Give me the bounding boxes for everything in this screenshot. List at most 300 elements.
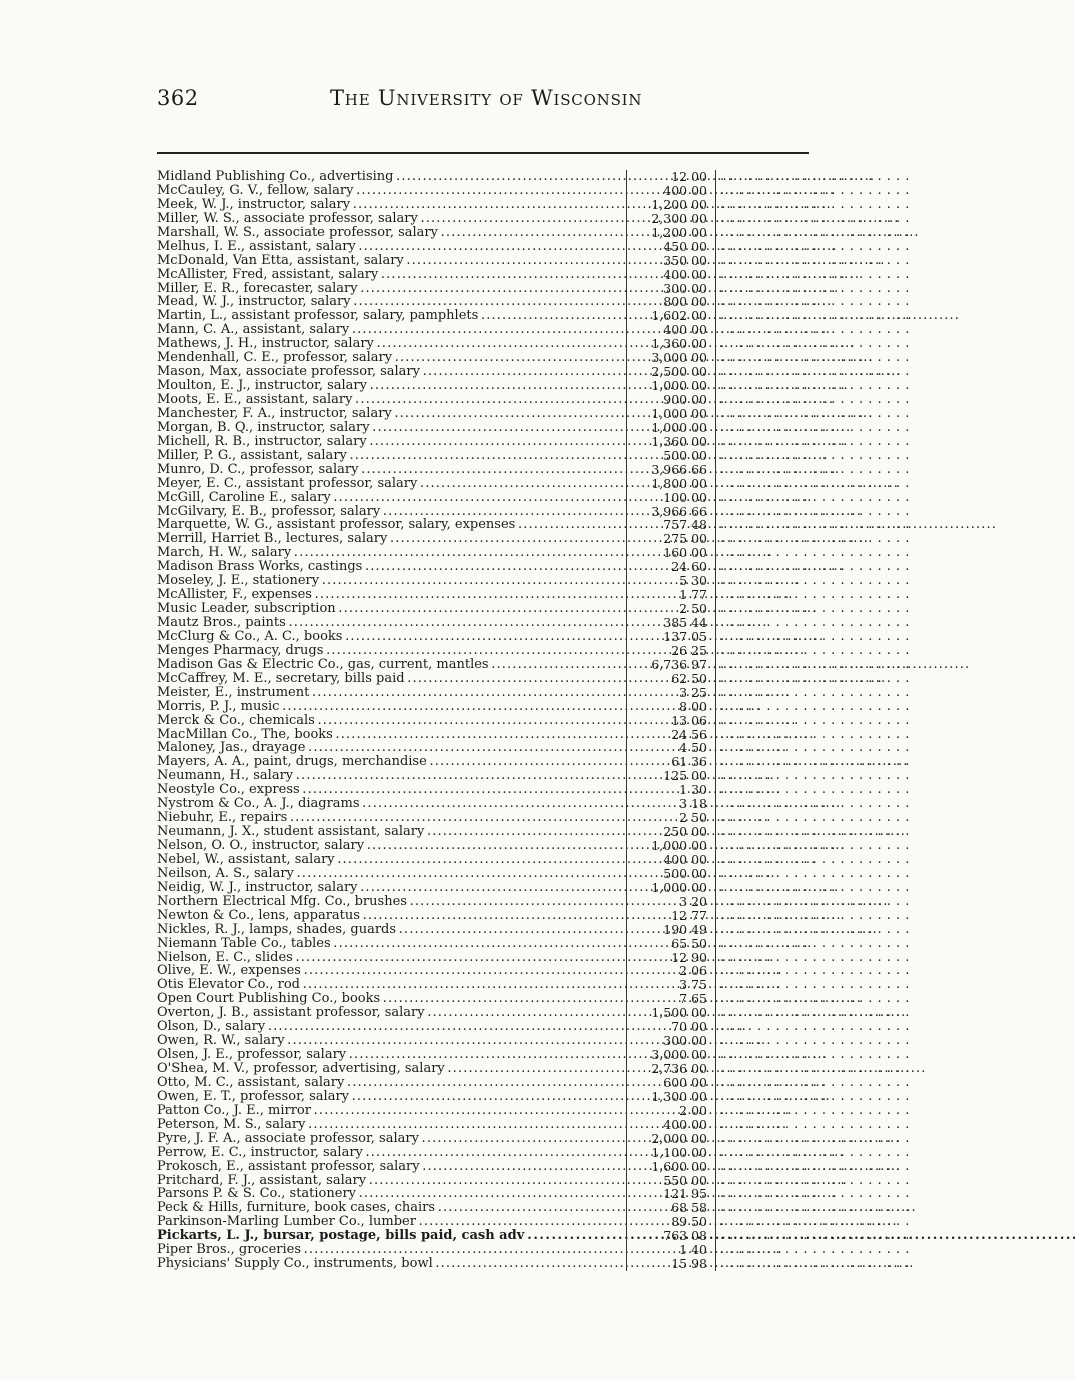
column-rule [715, 477, 716, 491]
ledger-row [157, 670, 910, 686]
column-rule [626, 323, 627, 337]
column-rule [715, 964, 716, 978]
column-rule [626, 1076, 627, 1090]
ledger-row [157, 1172, 910, 1188]
ledger-row [157, 280, 910, 296]
column-rule [626, 449, 627, 463]
entry-description: Nickles, R. J., lamps, shades, guards . . . [157, 923, 625, 937]
column-rule [715, 895, 716, 909]
column-rule [715, 588, 716, 602]
dot-leader: . . . . . . . . . . . . . . . . . . . . . [720, 587, 910, 603]
column-rule [626, 1174, 627, 1188]
column-rule [626, 602, 627, 616]
ledger-row [157, 907, 910, 923]
column-rule [715, 505, 716, 519]
ledger-row [157, 1116, 910, 1132]
column-rule [715, 546, 716, 560]
entry-description: McGill, Caroline E., salary . . . [157, 491, 625, 505]
entry-description: Morris, P. J., music . . . [157, 700, 625, 714]
ledger-row [157, 559, 910, 575]
ledger-row [157, 698, 910, 714]
dot-leader: . . . . . . . . . . . . . . . . . . . . . [720, 949, 910, 965]
column-rule [626, 1104, 627, 1118]
entry-description: Nystrom & Co., A. J., diagrams . . . [157, 797, 625, 811]
entry-description: Parkinson-Marling Lumber Co., lumber . . . [157, 1215, 625, 1229]
ledger-row [157, 712, 910, 728]
dot-leader: . . . . . . . . . . . . . . . . . . . . . [720, 517, 910, 533]
column-rule [626, 295, 627, 309]
column-rule [626, 309, 627, 323]
entry-amount: 1,000 00 [651, 419, 707, 435]
column-rule [715, 602, 716, 616]
dot-leader: . . . . . . . . . . . . . . . . . . . . . [720, 642, 910, 658]
dot-leader: . . . . . . . . . . . . . . . . . . . . . [720, 169, 910, 184]
dot-leader: . . . . . . . . . . . . . . . . . . . . . [720, 851, 910, 867]
column-rule [715, 1160, 716, 1174]
dot-leader: . . . . . . . . . . . . . . . . . . . . . [720, 503, 910, 519]
column-rule [715, 1006, 716, 1020]
ledger-row [157, 238, 910, 254]
entry-description: Miller, W. S., associate professor, salary . . . [157, 212, 625, 226]
entry-amount: 1,000 00 [651, 838, 707, 853]
ledger-row [157, 308, 910, 324]
entry-amount: 1,000 00 [651, 879, 707, 895]
column-rule [715, 797, 716, 811]
dot-leader: . . . . . . . . . . . . . . . . . . . . . [720, 294, 910, 310]
entry-description: Owen, E. T., professor, salary . . . [157, 1090, 625, 1104]
entry-description: Olson, D., salary . . . [157, 1020, 625, 1034]
column-rule [626, 518, 627, 532]
column-rule [715, 1215, 716, 1229]
ledger-row [157, 489, 910, 505]
column-rule [715, 407, 716, 421]
ledger-row [157, 169, 910, 184]
ledger-row [157, 545, 910, 561]
column-rule [626, 700, 627, 714]
column-rule [626, 379, 627, 393]
entry-amount: 2,736 00 [651, 1061, 707, 1076]
column-rule [715, 1187, 716, 1201]
dot-leader: . . . . . . . . . . . . . . . . . . . . . [720, 991, 910, 1007]
entry-amount: 2 00 [679, 1102, 707, 1118]
column-rule [715, 616, 716, 630]
column-rule [715, 365, 716, 379]
column-rule [626, 1243, 627, 1257]
ledger-row [157, 573, 910, 589]
column-rule [626, 532, 627, 546]
entry-description: Peck & Hills, furniture, book cases, chairs . . . [157, 1201, 625, 1215]
entry-description: McClurg & Co., A. C., books . . . [157, 630, 625, 644]
ledger-row [157, 294, 910, 310]
entry-description: Pickarts, L. J., bursar, postage, bills paid, cash adv . . . [157, 1229, 625, 1243]
dot-leader: . . . . . . . . . . . . . . . . . . . . . [720, 740, 910, 756]
column-rule [626, 421, 627, 435]
entry-amount: 3 25 [679, 684, 707, 700]
ledger-row [157, 1186, 910, 1202]
column-rule [715, 741, 716, 755]
entry-description: Miller, E. R., forecaster, salary . . . [157, 282, 625, 296]
column-rule [626, 1257, 627, 1271]
entry-description: Merck & Co., chemicals . . . [157, 714, 625, 728]
ledger-row [157, 1130, 910, 1146]
entry-description: March, H. W., salary . . . [157, 546, 625, 560]
entry-amount: 385 44 [663, 615, 707, 630]
column-rule [715, 881, 716, 895]
dot-leader: . . . . . . . . . . . . . . . . . . . . . [720, 615, 910, 630]
entry-amount: 500 00 [663, 865, 707, 881]
entry-description: Miller, P. G., assistant, salary . . . [157, 449, 625, 463]
ledger-row [157, 1228, 910, 1244]
column-rule [626, 964, 627, 978]
dot-leader: . . . . . . . . . . . . . . . . . . . . . [720, 1200, 910, 1216]
entry-description: Moots, E. E., assistant, salary . . . [157, 393, 625, 407]
column-rule [626, 184, 627, 198]
column-rule [626, 588, 627, 602]
column-rule [626, 1160, 627, 1174]
entry-amount: 757 48 [663, 517, 707, 533]
dot-leader: . . . . . . . . . . . . . . . . . . . . . [720, 1047, 910, 1063]
dot-leader: . . . . . . . . . . . . . . . . . . . . . [720, 461, 910, 477]
dot-leader: . . . . . . . . . . . . . . . . . . . . . [720, 475, 910, 491]
dot-leader: . . . . . . . . . . . . . . . . . . . . . [720, 865, 910, 881]
column-rule [715, 630, 716, 644]
column-rule [715, 268, 716, 282]
entry-amount: 250 00 [663, 824, 707, 840]
dot-leader: . . . . . . . . . . . . . . . . . . . . . [720, 1228, 910, 1244]
column-rule [715, 923, 716, 937]
entry-amount: 3 18 [679, 796, 707, 812]
entry-description: Northern Electrical Mfg. Co., brushes . . . [157, 895, 625, 909]
entry-amount: 550 00 [663, 1172, 707, 1188]
column-rule [626, 393, 627, 407]
dot-leader: . . . . . . . . . . . . . . . . . . . . . [720, 935, 910, 951]
entry-amount: 1,100 00 [651, 1144, 707, 1160]
column-rule [626, 491, 627, 505]
ledger-row [157, 796, 910, 812]
dot-leader: . . . . . . . . . . . . . . . . . . . . . [720, 838, 910, 853]
dot-leader: . . . . . . . . . . . . . . . . . . . . . [720, 684, 910, 700]
dot-leader: . . . . . . . . . . . . . . . . . . . . . [720, 1088, 910, 1104]
entry-amount: 12 90 [671, 949, 707, 965]
entry-description: Madison Gas & Electric Co., gas, current, mantles . . . [157, 658, 625, 672]
ledger-row [157, 1214, 910, 1230]
entry-description: Mathews, J. H., instructor, salary . . . [157, 337, 625, 351]
entry-amount: 1,200 00 [651, 196, 707, 212]
column-rule [715, 435, 716, 449]
ledger-row [157, 656, 910, 672]
entry-amount: 2 06 [679, 963, 707, 979]
column-rule [626, 672, 627, 686]
entry-description: Neostyle Co., express . . . [157, 783, 625, 797]
dot-leader: . . . . . . . . . . . . . . . . . . . . . [720, 266, 910, 282]
column-rule [626, 741, 627, 755]
dot-leader: . . . . . . . . . . . . . . . . . . . . . [720, 350, 910, 366]
dot-leader: . . . . . . . . . . . . . . . . . . . . . [720, 628, 910, 644]
entry-amount: 1,300 00 [651, 1088, 707, 1104]
entry-amount: 3 20 [679, 893, 707, 909]
entry-description: Neilson, A. S., salary . . . [157, 867, 625, 881]
column-rule [626, 226, 627, 240]
entry-description: Mautz Bros., paints . . . [157, 616, 625, 630]
entry-description: Marshall, W. S., associate professor, salary . . . [157, 226, 625, 240]
column-rule [626, 658, 627, 672]
entry-description: McCauley, G. V., fellow, salary . . . [157, 184, 625, 198]
column-rule [715, 951, 716, 965]
column-rule [626, 198, 627, 212]
ledger-row [157, 378, 910, 394]
column-rule [626, 630, 627, 644]
column-rule [626, 728, 627, 742]
column-rule [626, 1062, 627, 1076]
entry-amount: 61 36 [671, 754, 707, 770]
dot-leader: . . . . . . . . . . . . . . . . . . . . . [720, 754, 910, 770]
entry-description: Perrow, E. C., instructor, salary . . . [157, 1146, 625, 1160]
entry-description: Pyre, J. F. A., associate professor, salary . . . [157, 1132, 625, 1146]
entry-description: Mead, W. J., instructor, salary . . . [157, 295, 625, 309]
ledger-row [157, 1005, 910, 1021]
column-rule [715, 867, 716, 881]
ledger-row [157, 210, 910, 226]
entry-description: Meyer, E. C., assistant professor, salary . . . [157, 477, 625, 491]
entry-amount: 2 50 [679, 810, 707, 826]
ledger-row [157, 461, 910, 477]
ledger-row [157, 433, 910, 449]
entry-amount: 763 08 [663, 1228, 707, 1244]
entry-description: Marquette, W. G., assistant professor, salary, expenses . . . [157, 518, 625, 532]
ledger-row [157, 405, 910, 421]
entry-amount: 500 00 [663, 447, 707, 463]
dot-leader: . . . . . . . . . . . . . . . . . . . . . [720, 545, 910, 561]
column-rule [715, 518, 716, 532]
entry-description: Pritchard, F. J., assistant, salary . . . [157, 1174, 625, 1188]
ledger-row [157, 615, 910, 630]
column-rule [715, 1090, 716, 1104]
entry-amount: 1,360 00 [651, 336, 707, 352]
entry-description: Nebel, W., assistant, salary . . . [157, 853, 625, 867]
dot-leader: . . . . . . . . . . . . . . . . . . . . . [720, 1116, 910, 1132]
entry-amount: 1,500 00 [651, 1005, 707, 1021]
entry-amount: 12 00 [671, 169, 707, 184]
dot-leader: . . . . . . . . . . . . . . . . . . . . . [720, 782, 910, 798]
ledger-row [157, 601, 910, 617]
column-rule [626, 909, 627, 923]
entry-description: Physicians' Supply Co., instruments, bowl . . . [157, 1257, 625, 1271]
column-rule [715, 309, 716, 323]
column-rule [715, 783, 716, 797]
entry-amount: 450 00 [663, 238, 707, 254]
entry-amount: 1,360 00 [651, 433, 707, 449]
dot-leader: . . . . . . . . . . . . . . . . . . . . . [720, 489, 910, 505]
entry-amount: 190 49 [663, 921, 707, 937]
ledger-row [157, 628, 910, 644]
dot-leader: . . . . . . . . . . . . . . . . . . . . . [720, 531, 910, 547]
entry-amount: 400 00 [663, 851, 707, 867]
entry-amount: 89 50 [671, 1214, 707, 1230]
dot-leader: . . . . . . . . . . . . . . . . . . . . . [720, 364, 910, 380]
column-rule [715, 658, 716, 672]
dot-leader: . . . . . . . . . . . . . . . . . . . . . [720, 1130, 910, 1146]
entry-description: McAllister, Fred, assistant, salary . . . [157, 268, 625, 282]
running-head: The University of Wisconsin [330, 86, 643, 110]
column-rule [715, 449, 716, 463]
column-rule [626, 212, 627, 226]
entry-description: Meek, W. J., instructor, salary . . . [157, 198, 625, 212]
entry-amount: 24 60 [671, 559, 707, 575]
entry-description: Olive, E. W., expenses . . . [157, 964, 625, 978]
column-rule [715, 379, 716, 393]
dot-leader: . . . . . . . . . . . . . . . . . . . . . [720, 1005, 910, 1021]
dot-leader: . . . . . . . . . . . . . . . . . . . . . [720, 308, 910, 324]
entry-description: Neidig, W. J., instructor, salary . . . [157, 881, 625, 895]
dot-leader: . . . . . . . . . . . . . . . . . . . . . [720, 378, 910, 394]
column-rule [715, 532, 716, 546]
ledger-row [157, 1088, 910, 1104]
entry-description: Music Leader, subscription . . . [157, 602, 625, 616]
column-rule [715, 1257, 716, 1271]
column-rule [626, 1187, 627, 1201]
ledger-row [157, 1242, 910, 1258]
ledger-row [157, 517, 910, 533]
column-rule [715, 351, 716, 365]
entry-amount: 3,966 66 [651, 461, 707, 477]
entry-amount: 15 98 [671, 1256, 707, 1272]
dot-leader: . . . . . . . . . . . . . . . . . . . . . [720, 921, 910, 937]
column-rule [626, 282, 627, 296]
entry-amount: 3,000 00 [651, 350, 707, 366]
entry-amount: 8 00 [679, 698, 707, 714]
column-rule [715, 240, 716, 254]
column-rule [715, 1201, 716, 1215]
ledger-table [157, 169, 910, 1272]
column-rule [626, 351, 627, 365]
entry-amount: 121 95 [663, 1186, 707, 1202]
column-rule [715, 574, 716, 588]
column-rule [626, 1048, 627, 1062]
column-rule [626, 435, 627, 449]
dot-leader: . . . . . . . . . . . . . . . . . . . . . [720, 559, 910, 575]
entry-description: Open Court Publishing Co., books . . . [157, 992, 625, 1006]
entry-amount: 7 65 [679, 991, 707, 1007]
entry-description: Neumann, J. X., student assistant, salary . . . [157, 825, 625, 839]
column-rule [626, 797, 627, 811]
column-rule [715, 1076, 716, 1090]
dot-leader: . . . . . . . . . . . . . . . . . . . . . [720, 238, 910, 254]
column-rule [626, 895, 627, 909]
ledger-row [157, 810, 910, 826]
ledger-row [157, 893, 910, 909]
entry-description: Nielson, E. C., slides . . . [157, 951, 625, 965]
ledger-row [157, 935, 910, 951]
ledger-row [157, 322, 910, 338]
dot-leader: . . . . . . . . . . . . . . . . . . . . . [720, 210, 910, 226]
entry-description: Peterson, M. S., salary . . . [157, 1118, 625, 1132]
column-rule [715, 226, 716, 240]
ledger-row [157, 768, 910, 784]
entry-description: O'Shea, M. V., professor, advertising, salary . . . [157, 1062, 625, 1076]
column-rule [715, 170, 716, 184]
dot-leader: . . . . . . . . . . . . . . . . . . . . . [720, 879, 910, 895]
entry-amount: 137 05 [663, 628, 707, 644]
entry-amount: 300 00 [663, 280, 707, 296]
column-rule [626, 407, 627, 421]
page-number: 362 [157, 86, 199, 110]
column-rule [626, 755, 627, 769]
column-rule [626, 992, 627, 1006]
column-rule [626, 1034, 627, 1048]
dot-leader: . . . . . . . . . . . . . . . . . . . . . [720, 447, 910, 463]
dot-leader: . . . . . . . . . . . . . . . . . . . . . [720, 196, 910, 212]
ledger-row [157, 1200, 910, 1216]
column-rule [715, 825, 716, 839]
entry-amount: 300 00 [663, 1033, 707, 1049]
entry-description: Moulton, E. J., instructor, salary . . . [157, 379, 625, 393]
entry-amount: 1,000 00 [651, 378, 707, 394]
entry-amount: 2,000 00 [651, 1130, 707, 1146]
column-rule [626, 1090, 627, 1104]
ledger-row [157, 252, 910, 268]
ledger-row [157, 1047, 910, 1063]
entry-description: Niebuhr, E., repairs . . . [157, 811, 625, 825]
column-rule [715, 323, 716, 337]
ledger-row [157, 1102, 910, 1118]
entry-amount: 1,602 00 [651, 308, 707, 324]
entry-description: Overton, J. B., assistant professor, salary . . . [157, 1006, 625, 1020]
ledger-row [157, 824, 910, 840]
column-rule [715, 393, 716, 407]
entry-description: Parsons P. & S. Co., stationery . . . [157, 1187, 625, 1201]
entry-description: McCaffrey, M. E., secretary, bills paid . . . [157, 672, 625, 686]
column-rule [626, 505, 627, 519]
entry-description: Olsen, J. E., professor, salary . . . [157, 1048, 625, 1062]
ledger-row [157, 949, 910, 965]
dot-leader: . . . . . . . . . . . . . . . . . . . . . [720, 796, 910, 812]
entry-description: Mann, C. A., assistant, salary . . . [157, 323, 625, 337]
column-rule [626, 477, 627, 491]
dot-leader: . . . . . . . . . . . . . . . . . . . . . [720, 1158, 910, 1174]
column-rule [715, 1229, 716, 1243]
entry-description: McDonald, Van Etta, assistant, salary . . . [157, 254, 625, 268]
ledger-row [157, 364, 910, 380]
ledger-row [157, 1074, 910, 1090]
dot-leader: . . . . . . . . . . . . . . . . . . . . . [720, 1102, 910, 1118]
entry-amount: 3,966 66 [651, 503, 707, 519]
column-rule [715, 295, 716, 309]
column-rule [626, 240, 627, 254]
entry-amount: 2,300 00 [651, 210, 707, 226]
entry-amount: 1,800 00 [651, 475, 707, 491]
ledger-row [157, 1019, 910, 1035]
dot-leader: . . . . . . . . . . . . . . . . . . . . . [720, 405, 910, 421]
dot-leader: . . . . . . . . . . . . . . . . . . . . . [720, 322, 910, 338]
ledger-row [157, 851, 910, 867]
dot-leader: . . . . . . . . . . . . . . . . . . . . . [720, 573, 910, 589]
entry-amount: 800 00 [663, 294, 707, 310]
column-rule [626, 951, 627, 965]
column-rule [626, 686, 627, 700]
entry-amount: 600 00 [663, 1074, 707, 1090]
column-rule [715, 672, 716, 686]
entry-amount: 68 58 [671, 1200, 707, 1216]
entry-description: Midland Publishing Co., advertising . . . [157, 170, 625, 184]
column-rule [715, 184, 716, 198]
column-rule [626, 337, 627, 351]
column-rule [715, 700, 716, 714]
ledger-row [157, 587, 910, 603]
column-rule [715, 337, 716, 351]
dot-leader: . . . . . . . . . . . . . . . . . . . . . [720, 907, 910, 923]
top-rule [157, 152, 809, 154]
column-rule [626, 574, 627, 588]
